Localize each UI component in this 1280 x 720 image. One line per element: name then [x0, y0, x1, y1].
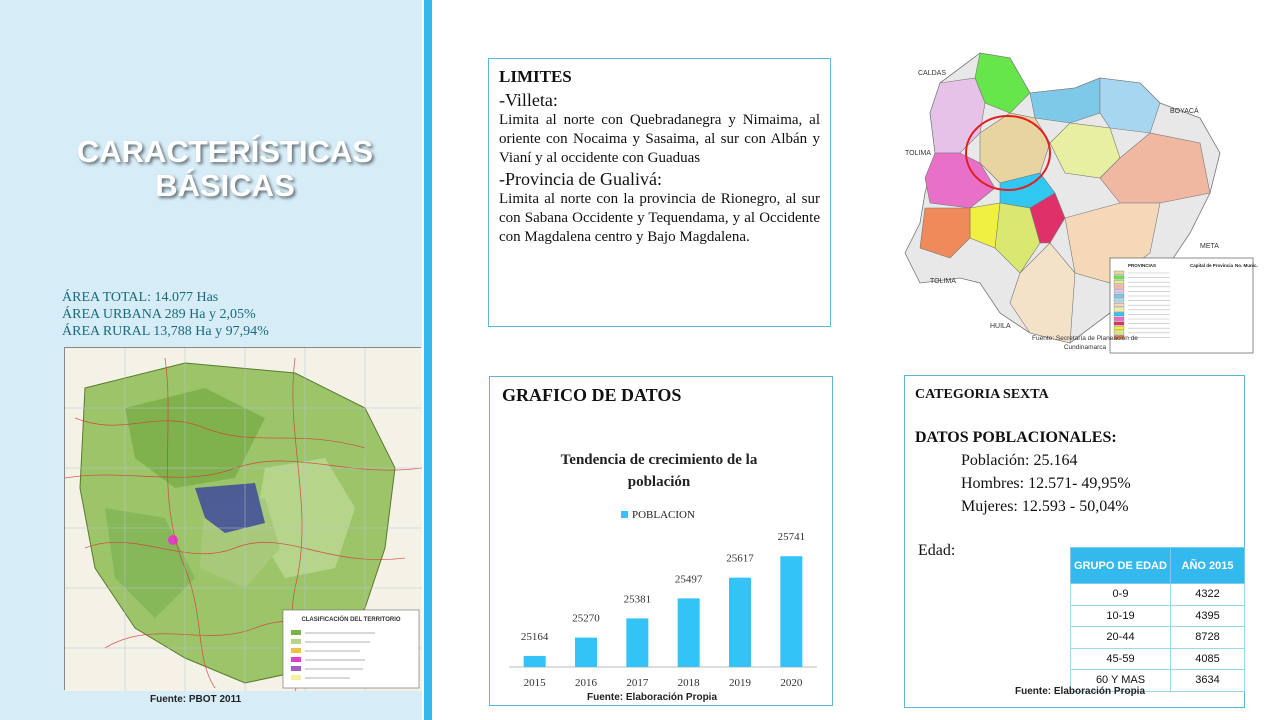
poblacion-value: Población: 25.164 [961, 452, 1078, 469]
chart-x-tick-label: 2015 [523, 677, 546, 689]
map-label-huila: HUILA [990, 323, 1011, 330]
map-legend-capital: Capital de Provincia [1190, 263, 1234, 268]
age-count-cell: 3634 [1171, 670, 1245, 692]
map-label-boyaca: BOYACÁ [1170, 108, 1199, 115]
map-legend-swatch [1114, 271, 1124, 275]
area-rural: ÁREA RURAL 13,788 Ha y 97,94% [62, 324, 269, 339]
mujeres-value: Mujeres: 12.593 - 50,04% [961, 498, 1129, 515]
grafico-heading: GRAFICO DE DATOS [502, 385, 682, 405]
map-right-caption-line2: Cundinamarca [1063, 344, 1107, 351]
map-legend-swatch [1114, 276, 1124, 280]
area-total: ÁREA TOTAL: 14.077 Has [62, 290, 219, 305]
chart-bar [678, 598, 700, 667]
grafico-caption: Fuente: Elaboración Propia [587, 692, 718, 703]
chart-bar [729, 578, 751, 667]
villeta-text: Limita al norte con Quebradanegra y Nimaima, al oriente con Nocaima y Sasaima, al sur con Albán y Vianí y al occidente con Guaduas [499, 112, 820, 166]
provincia-label: -Provincia de Gualivá: [499, 169, 662, 189]
villeta-label: -Villeta: [499, 90, 558, 110]
map-legend-munic: No. Munic. [1235, 263, 1258, 268]
page-title [50, 135, 400, 203]
province-map [900, 43, 1258, 355]
area-info [62, 289, 269, 340]
map-legend-swatch [1114, 280, 1124, 284]
chart-legend-swatch [621, 511, 628, 518]
map-label-caldas: CALDAS [918, 70, 947, 77]
map-legend-swatch [1114, 303, 1124, 307]
chart-x-tick-label: 2016 [575, 677, 597, 689]
map-left-caption: Fuente: PBOT 2011 [150, 694, 242, 705]
age-count-cell: 4322 [1171, 584, 1245, 606]
age-group-cell: 10-19 [1071, 605, 1171, 627]
limites-box [488, 58, 831, 327]
map-legend-swatch [1114, 308, 1124, 312]
chart-title-line-2: población [627, 474, 691, 490]
chart-x-tick-label: 2018 [677, 677, 700, 689]
chart-data-label: 25164 [520, 630, 549, 643]
hombres-value: Hombres: 12.571- 49,95% [961, 475, 1131, 492]
chart-bar [626, 618, 648, 667]
territory-map [64, 347, 421, 690]
age-group-cell: 45-59 [1071, 648, 1171, 670]
title-line-2: BÁSICAS [155, 168, 295, 203]
age-group-cell: 0-9 [1071, 584, 1171, 606]
chart-legend-label: POBLACION [632, 509, 695, 521]
map-legend-swatch [1114, 317, 1124, 321]
table-row [1071, 605, 1245, 627]
map-legend-swatch [1114, 331, 1124, 335]
age-count-cell: 8728 [1171, 627, 1245, 649]
accent-bar [424, 0, 432, 720]
map-right-caption-line1: Fuente: Secretaría de Planeación de [1032, 335, 1138, 342]
age-count-cell: 4085 [1171, 648, 1245, 670]
chart-data-label: 25381 [623, 593, 652, 606]
map-legend-swatch [1114, 294, 1124, 298]
map-legend-swatch [1114, 299, 1124, 303]
chart-x-tick-label: 2017 [626, 677, 649, 689]
age-group-cell: 20-44 [1071, 627, 1171, 649]
map-legend-swatch [1114, 312, 1124, 316]
age-count-cell: 4395 [1171, 605, 1245, 627]
age-group-cell: 60 Y MAS [1071, 670, 1171, 692]
chart-bar [524, 656, 546, 667]
map-legend-provincias: PROVINCIAS [1128, 263, 1157, 268]
grafico-box [489, 376, 833, 706]
limites-heading: LIMITES [499, 67, 572, 86]
chart-data-label: 25617 [726, 552, 754, 565]
age-group-table [1070, 547, 1245, 692]
map-legend-title: CLASIFICACIÓN DEL TERRITORIO [301, 617, 401, 623]
province-map-image [900, 43, 1258, 355]
categoria-title: CATEGORIA SEXTA [915, 387, 1049, 402]
table-row [1071, 648, 1245, 670]
chart-x-tick-label: 2020 [780, 677, 803, 689]
map-legend-swatch [1114, 289, 1124, 293]
map-label-tolima-1: TOLIMA [905, 150, 931, 157]
chart-x-tick-label: 2019 [729, 677, 751, 689]
table-row [1071, 627, 1245, 649]
age-table-header-year: AÑO 2015 [1171, 548, 1245, 584]
chart-data-label: 25497 [674, 573, 703, 586]
chart-bar [780, 556, 802, 667]
chart-data-label: 25270 [572, 612, 600, 625]
territory-map-image [65, 348, 422, 691]
age-table-header-group: GRUPO DE EDAD [1071, 548, 1171, 584]
title-line-1: CARACTERÍSTICAS [76, 134, 374, 169]
chart-data-label: 25741 [777, 531, 806, 544]
chart-bar [575, 638, 597, 667]
datos-poblacionales-title: DATOS POBLACIONALES: [915, 429, 1117, 446]
map-label-tolima-2: TOLIMA [930, 278, 956, 285]
map-legend-swatch [1114, 326, 1124, 330]
map-legend-swatch [1114, 285, 1124, 289]
map-label-meta: META [1200, 243, 1219, 250]
categoria-caption: Fuente: Elaboración Propia [1015, 686, 1146, 697]
area-urbana: ÁREA URBANA 289 Ha y 2,05% [62, 307, 256, 322]
population-bar-chart [489, 376, 833, 706]
chart-title-line-1: Tendencia de crecimiento de la [560, 452, 758, 468]
edad-label: Edad: [918, 542, 956, 559]
map-legend-swatch [1114, 322, 1124, 326]
table-row [1071, 584, 1245, 606]
provincia-text: Limita al norte con la provincia de Rionegro, al sur con Sabana Occidente y Tequendama, y al Occidente con Magdalena centro y Bajo Magdalena. [499, 191, 820, 245]
